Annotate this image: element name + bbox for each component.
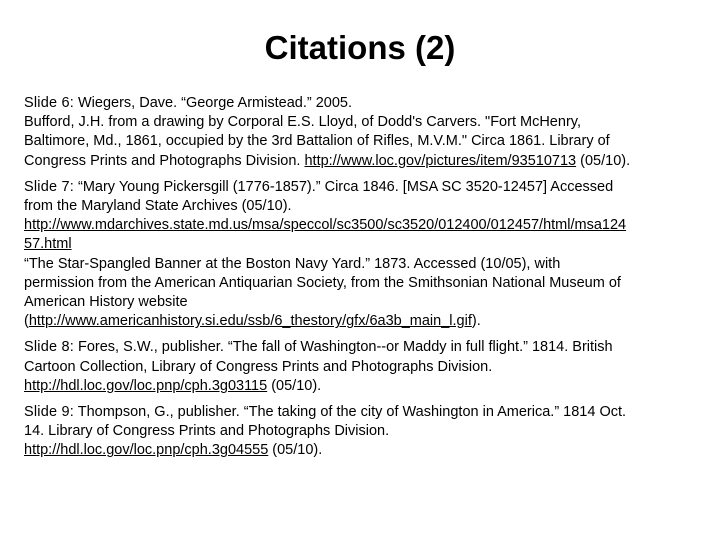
- citation-link[interactable]: 57.html: [24, 236, 72, 253]
- citation-item: [24, 338, 700, 396]
- citation-link[interactable]: http://hdl.loc.gov/loc.pnp/cph.3g04555: [24, 442, 269, 459]
- citation-line: [24, 178, 700, 197]
- citation-text: Fores, S.W., publisher. “The fall of Washington--or Maddy in full flight.” 1814. British: [73, 339, 613, 356]
- citation-line: [24, 132, 700, 151]
- citation-slide-label: Slide 8:: [24, 339, 74, 356]
- citation-text: (05/10).: [576, 152, 631, 169]
- citation-item: [24, 178, 700, 332]
- citation-text: Baltimore, Md., 1861, occupied by the 3rd Battalion of Rifles, M.V.M." Circa 1861. Library of: [24, 133, 610, 150]
- citation-text: Cartoon Collection, Library of Congress Prints and Photographs Division.: [24, 358, 493, 375]
- citation-link[interactable]: http://www.mdarchives.state.md.us/msa/speccol/sc3500/sc3520/012400/012457/html/msa124: [24, 217, 627, 234]
- citation-text: (05/10).: [267, 377, 322, 394]
- citation-item: [24, 403, 700, 461]
- citation-line: [24, 152, 700, 171]
- citation-text: ).: [471, 313, 481, 330]
- citation-text: American History website: [24, 294, 188, 311]
- citation-text: 14. Library of Congress Prints and Photographs Division.: [24, 423, 390, 440]
- citation-item: [24, 94, 700, 171]
- citation-text: (: [24, 313, 29, 330]
- citation-text: Bufford, J.H. from a drawing by Corporal E.S. Lloyd, of Dodd's Carvers. "Fort McHenry,: [24, 114, 581, 131]
- citation-text: Thompson, G., publisher. “The taking of the city of Washington in America.” 1814 Oct.: [73, 404, 627, 421]
- citation-line: [24, 358, 700, 377]
- citation-line: [24, 403, 700, 422]
- citations-list: [24, 94, 700, 468]
- citation-line: [24, 293, 700, 312]
- citation-text: “Mary Young Pickersgill (1776-1857).” Circa 1846. [MSA SC 3520-12457] Accessed: [73, 178, 614, 195]
- citation-line: [24, 377, 700, 396]
- citation-text: permission from the American Antiquarian Society, from the Smithsonian National Museum of: [24, 274, 621, 291]
- citation-line: [24, 255, 700, 274]
- citation-text: Congress Prints and Photographs Division.: [24, 152, 305, 169]
- citation-slide-label: Slide 6:: [24, 95, 74, 111]
- citation-link[interactable]: http://www.loc.gov/pictures/item/93510713: [304, 152, 577, 169]
- citation-line: [24, 216, 700, 235]
- citation-line: [24, 197, 700, 216]
- citation-line: [24, 274, 700, 293]
- citation-line: [24, 422, 700, 441]
- citation-line: [24, 113, 700, 132]
- citation-link[interactable]: http://hdl.loc.gov/loc.pnp/cph.3g03115: [24, 377, 268, 394]
- citation-line: [24, 235, 700, 254]
- citation-line: [24, 312, 700, 331]
- citation-line: [24, 338, 700, 357]
- citation-line: [24, 94, 700, 113]
- citation-slide-label: Slide 7:: [24, 178, 74, 195]
- citation-line: [24, 441, 700, 460]
- citation-text: “The Star-Spangled Banner at the Boston Navy Yard.” 1873. Accessed (10/05), with: [24, 255, 561, 272]
- citation-link[interactable]: http://www.americanhistory.si.edu/ssb/6_thestory/gfx/6a3b_main_l.gif: [28, 313, 472, 330]
- citation-text: Wiegers, Dave. “George Armistead.” 2005.: [73, 95, 353, 111]
- citation-text: (05/10).: [268, 442, 323, 459]
- page-title: Citations (2): [264, 29, 456, 66]
- citation-text: from the Maryland State Archives (05/10).: [24, 198, 292, 215]
- citation-slide-label: Slide 9:: [24, 404, 74, 421]
